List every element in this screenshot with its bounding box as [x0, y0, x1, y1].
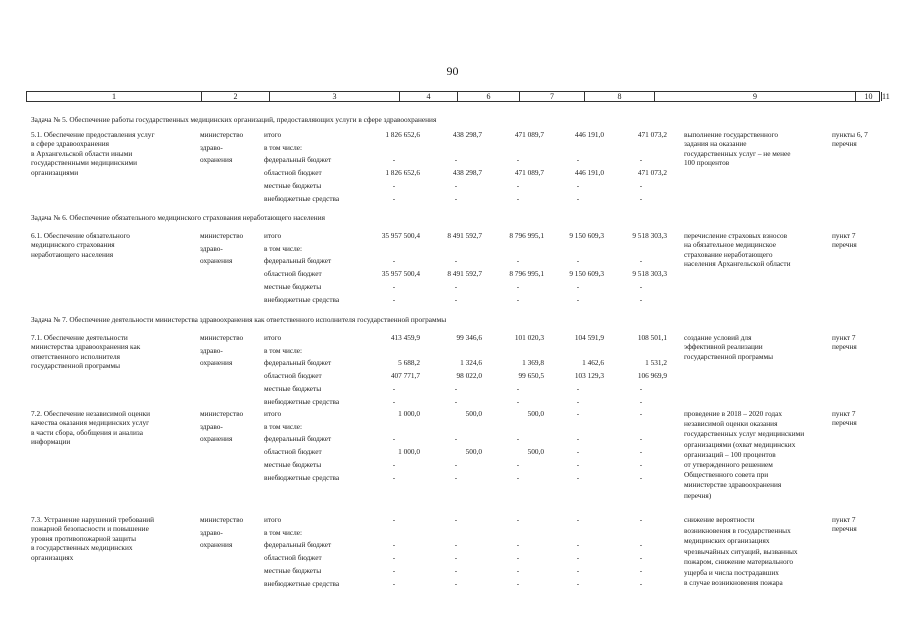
m51-measure-line: в сфере здравоохранения	[31, 139, 109, 149]
m51-value: 438 298,7	[452, 168, 482, 178]
m71-row-label: областной бюджет	[264, 371, 322, 381]
m72-result-line: Общественного совета при	[684, 470, 769, 480]
m73-measure-line: в государственных медицинских	[31, 543, 133, 553]
m61-measure-line: неработающего населения	[31, 249, 114, 259]
m71-value: -	[639, 383, 643, 393]
m51-value: -	[454, 155, 458, 165]
m72-value: -	[576, 447, 580, 457]
header-col-4: 4	[399, 92, 457, 101]
m72-result-line: организациями (охват медицинских	[684, 439, 796, 449]
m73-value: -	[516, 565, 520, 575]
m51-value: 1 826 652,6	[385, 130, 420, 139]
m51-row-label: федеральный бюджет	[264, 155, 332, 165]
m72-value: -	[454, 434, 458, 444]
m72-row-label: местные бюджеты	[264, 459, 322, 469]
m73-measure-line: уровня противопожарной защиты	[31, 533, 137, 543]
m72-value: -	[576, 459, 580, 469]
m51-result-line: выполнение государственного	[684, 130, 779, 139]
m61-value: -	[639, 294, 643, 304]
m73-value: -	[392, 565, 396, 575]
m51-value: -	[454, 193, 458, 203]
m61-value: 35 957 500,4	[381, 269, 420, 279]
m73-value: -	[576, 565, 580, 575]
m51-value: -	[516, 180, 520, 190]
m51-value: -	[392, 155, 396, 165]
m51-measure-line: организациями	[31, 167, 79, 177]
m73-result-line: медицинских организациях	[684, 536, 770, 545]
m72-value: 500,0	[465, 447, 482, 457]
m61-value: 9 150 609,3	[569, 269, 604, 279]
m71-row-label: местные бюджеты	[264, 383, 322, 393]
m71-value: 106 969,9	[637, 371, 667, 381]
m73-row-label: местные бюджеты	[264, 565, 322, 575]
m51-measure-line: государственными медицинскими	[31, 158, 138, 168]
m71-value: 99 346,6	[456, 333, 482, 342]
task6-title: Задача № 6. Обеспечение обязательного медицинского страхования неработающего населения	[31, 213, 325, 222]
m72-measure-line: 7.2. Обеспечение независимой оценки	[31, 409, 151, 418]
m61-value: -	[576, 256, 580, 266]
m71-value: -	[639, 396, 643, 406]
m72-executor-line: охранения	[200, 434, 233, 444]
m71-row-label: внебюджетные средства	[264, 396, 340, 406]
m71-link-line: пункт 7	[832, 333, 856, 342]
m72-value: -	[576, 472, 580, 482]
m72-result-line: организаций – 100 процентов	[684, 449, 776, 459]
m61-value: 9 150 609,3	[569, 231, 604, 240]
m72-result-line: от утвержденного решением	[684, 460, 773, 469]
m51-value: 471 089,7	[514, 168, 544, 178]
header-col-10: 10	[855, 92, 881, 101]
m71-value: 99 650,5	[518, 371, 544, 381]
m51-value: -	[639, 193, 643, 203]
m73-result-line: возникновения в государственных	[684, 525, 791, 535]
m51-value: -	[639, 155, 643, 165]
m71-value: -	[516, 396, 520, 406]
m72-value: -	[392, 459, 396, 469]
m73-value: -	[516, 553, 520, 563]
m72-executor-line: здраво-	[200, 421, 223, 431]
m73-row-label: областной бюджет	[264, 553, 322, 563]
m61-value: 9 518 303,3	[632, 269, 667, 279]
m51-value: -	[576, 155, 580, 165]
m61-value: 8 796 995,1	[509, 269, 544, 279]
m51-executor-line: здраво-	[200, 142, 223, 152]
m73-value: -	[576, 578, 580, 588]
m73-link-line: пункт 7	[832, 515, 856, 524]
m72-link-line: пункт 7	[832, 409, 856, 418]
m73-value: -	[392, 578, 396, 588]
m71-value: -	[516, 383, 520, 393]
m72-measure-line: качества оказания медицинских услуг	[31, 418, 150, 428]
m71-value: -	[576, 396, 580, 406]
m72-value: -	[639, 447, 643, 457]
m72-result-line: государственных услуг медицинскими	[684, 429, 805, 439]
m61-measure-line: 6.1. Обеспечение обязательного	[31, 231, 130, 240]
m72-result-line: проведение в 2018 – 2020 годах	[684, 409, 782, 418]
m71-value: 101 020,3	[514, 333, 544, 342]
m61-value: -	[516, 281, 520, 291]
header-col-1: 1	[112, 92, 116, 101]
m51-value: 446 191,0	[574, 168, 604, 178]
m51-value: -	[576, 180, 580, 190]
m73-result-line: снижение вероятности	[684, 515, 755, 524]
m71-value: 413 459,9	[390, 333, 420, 342]
m51-value: -	[576, 193, 580, 203]
m73-value: -	[639, 578, 643, 588]
m51-value: -	[392, 180, 396, 190]
m61-executor-line: здраво-	[200, 243, 223, 253]
m51-link-line: перечня	[832, 139, 857, 149]
m72-row-label: областной бюджет	[264, 447, 322, 457]
m73-value: -	[639, 515, 643, 524]
header-col-11: 11	[882, 92, 890, 101]
m61-value: -	[392, 281, 396, 291]
m71-value: -	[454, 396, 458, 406]
m61-value: 8 491 592,7	[447, 269, 482, 279]
m73-value: -	[454, 565, 458, 575]
table-header	[26, 91, 890, 102]
m73-value: -	[454, 515, 458, 524]
m73-value: -	[392, 553, 396, 563]
m51-row-label: в том числе:	[264, 142, 303, 152]
m71-executor-line: министерство	[200, 333, 244, 342]
m73-link-line: перечня	[832, 524, 857, 534]
m61-value: -	[516, 294, 520, 304]
m61-value: -	[516, 256, 520, 266]
m72-result-line: перечня)	[684, 490, 712, 500]
m71-value: -	[454, 383, 458, 393]
m72-value: -	[392, 472, 396, 482]
m72-value: 1 000,0	[398, 447, 420, 457]
m61-executor-line: охранения	[200, 256, 233, 266]
m71-value: -	[392, 396, 396, 406]
m72-value: 1 000,0	[398, 409, 420, 418]
m72-row-label: итого	[264, 409, 282, 418]
m73-value: -	[576, 553, 580, 563]
m71-value: 1 369,8	[522, 358, 544, 368]
m51-value: 446 191,0	[574, 130, 604, 139]
m71-executor-line: охранения	[200, 358, 233, 368]
m51-row-label: местные бюджеты	[264, 180, 322, 190]
m51-result-line: задания на оказание	[684, 139, 747, 149]
m71-value: -	[392, 383, 396, 393]
m73-value: -	[639, 540, 643, 550]
m61-value: 8 796 995,1	[509, 231, 544, 240]
m71-value: 1 324,6	[460, 358, 482, 368]
header-col-9: 9	[654, 92, 855, 101]
m72-value: -	[454, 472, 458, 482]
m71-value: 98 022,0	[456, 371, 482, 381]
task5-title: Задача № 5. Обеспечение работы государственных медицинских организаций, предоставляющих услуги в сфере здравоохранения	[31, 115, 437, 124]
m71-result-line: эффективной реализации	[684, 342, 763, 352]
m73-row-label: внебюджетные средства	[264, 578, 340, 588]
m71-link-line: перечня	[832, 342, 857, 352]
m61-result-line: перечисление страховых взносов	[684, 231, 788, 240]
m61-value: -	[454, 294, 458, 304]
header-col-2: 2	[201, 92, 269, 101]
m72-value: -	[576, 409, 580, 418]
m61-row-label: итого	[264, 231, 282, 240]
m51-row-label: итого	[264, 130, 282, 139]
m61-executor-line: министерство	[200, 231, 244, 240]
m71-executor-line: здраво-	[200, 345, 223, 355]
m72-value: 500,0	[465, 409, 482, 418]
m73-result-line: пожаром, снижение материального	[684, 557, 794, 566]
m72-value: 500,0	[527, 409, 544, 418]
m72-value: -	[639, 459, 643, 469]
m71-value: 108 501,1	[637, 333, 667, 342]
m61-value: 8 491 592,7	[447, 231, 482, 240]
m61-row-label: внебюджетные средства	[264, 294, 340, 304]
m51-row-label: областной бюджет	[264, 168, 322, 178]
m51-executor-line: министерство	[200, 130, 244, 139]
m73-result-line: чрезвычайных ситуаций, вызванных	[684, 546, 798, 556]
m73-value: -	[516, 515, 520, 524]
m73-value: -	[392, 515, 396, 524]
m71-result-line: государственной программы	[684, 351, 774, 361]
m61-value: -	[454, 256, 458, 266]
m72-value: -	[516, 434, 520, 444]
m73-value: -	[454, 578, 458, 588]
header-col-8: 8	[584, 92, 654, 101]
m71-value: 1 531,2	[645, 358, 667, 368]
m72-value: -	[392, 434, 396, 444]
m73-value: -	[392, 540, 396, 550]
m73-row-label: итого	[264, 515, 282, 524]
m71-value: 103 129,3	[574, 371, 604, 381]
m72-row-label: в том числе:	[264, 421, 303, 431]
m51-value: 1 826 652,6	[385, 168, 420, 178]
m73-row-label: в том числе:	[264, 527, 303, 537]
m71-measure-line: 7.1. Обеспечение деятельности	[31, 333, 128, 342]
m73-value: -	[516, 578, 520, 588]
m73-value: -	[516, 540, 520, 550]
m71-measure-line: государственной программы	[31, 361, 121, 371]
m72-executor-line: министерство	[200, 409, 244, 418]
m51-value: -	[392, 193, 396, 203]
m73-measure-line: организациях	[31, 552, 74, 562]
m51-value: -	[454, 180, 458, 190]
m73-measure-line: 7.3. Устранение нарушений требований	[31, 515, 155, 524]
m72-link-line: перечня	[832, 418, 857, 428]
m73-result-line: в случае возникновения пожара	[684, 578, 783, 587]
header-col-3: 3	[269, 92, 399, 101]
m71-value: 104 591,9	[574, 333, 604, 342]
m72-row-label: внебюджетные средства	[264, 472, 340, 482]
m71-value: -	[576, 383, 580, 393]
page-number: 90	[446, 64, 459, 78]
m51-value: -	[639, 180, 643, 190]
m72-result-line: независимой оценки оказания	[684, 419, 778, 429]
m72-value: -	[639, 434, 643, 444]
m61-row-label: в том числе:	[264, 243, 303, 253]
m61-value: 35 957 500,4	[381, 231, 420, 240]
m51-value: 471 089,7	[514, 130, 544, 139]
m72-measure-line: информации	[31, 437, 71, 447]
m51-result-line: 100 процентов	[684, 158, 730, 168]
m72-value: 500,0	[527, 447, 544, 457]
m61-result-line: населения Архангельской области	[684, 259, 791, 269]
m61-value: -	[392, 256, 396, 266]
m71-row-label: федеральный бюджет	[264, 358, 332, 368]
m73-executor-line: охранения	[200, 540, 233, 550]
m51-link-line: пункты 6, 7	[832, 130, 868, 139]
m61-value: -	[576, 294, 580, 304]
m51-value: -	[516, 193, 520, 203]
m72-value: -	[639, 472, 643, 482]
m51-row-label: внебюджетные средства	[264, 193, 340, 203]
m73-measure-line: пожарной безопасности и повышение	[31, 524, 149, 534]
m61-row-label: федеральный бюджет	[264, 256, 332, 266]
m73-value: -	[639, 565, 643, 575]
m61-row-label: областной бюджет	[264, 269, 322, 279]
m51-value: -	[516, 155, 520, 165]
m73-value: -	[576, 515, 580, 524]
m61-value: 9 518 303,3	[632, 231, 667, 240]
m72-value: -	[454, 459, 458, 469]
m51-result-line: государственных услуг – не менее	[684, 148, 791, 158]
m73-executor-line: министерство	[200, 515, 244, 524]
m51-measure-line: в Архангельской области иными	[31, 148, 133, 158]
m61-value: -	[576, 281, 580, 291]
m71-value: 1 462,6	[582, 358, 604, 368]
m51-executor-line: охранения	[200, 155, 233, 165]
m71-measure-line: министерства здравоохранения как	[31, 342, 141, 352]
m51-measure-line: 5.1. Обеспечение предоставления услуг	[31, 130, 155, 139]
m73-result-line: ущерба и числа пострадавших	[684, 567, 779, 577]
m61-link-line: перечня	[832, 240, 857, 250]
m61-value: -	[639, 256, 643, 266]
m73-value: -	[639, 553, 643, 563]
m51-value: 471 073,2	[637, 130, 667, 139]
m71-row-label: в том числе:	[264, 345, 303, 355]
m71-result-line: создание условий для	[684, 333, 752, 342]
m71-row-label: итого	[264, 333, 282, 342]
m73-value: -	[454, 553, 458, 563]
m61-row-label: местные бюджеты	[264, 281, 322, 291]
m71-measure-line: ответственного исполнителя	[31, 351, 120, 361]
m61-value: -	[639, 281, 643, 291]
m73-value: -	[576, 540, 580, 550]
m61-value: -	[392, 294, 396, 304]
m72-value: -	[516, 459, 520, 469]
header-col-6: 6	[457, 92, 519, 101]
m61-measure-line: медицинского страхования	[31, 240, 115, 250]
m73-value: -	[454, 540, 458, 550]
m61-value: -	[454, 281, 458, 291]
m73-row-label: федеральный бюджет	[264, 540, 332, 550]
m73-executor-line: здраво-	[200, 527, 223, 537]
header-col-7: 7	[519, 92, 584, 101]
task7-title: Задача № 7. Обеспечение деятельности министерства здравоохранения как ответственного исполнителя государственной программы	[31, 315, 447, 324]
m72-result-line: министерстве здравоохранения	[684, 480, 782, 490]
m72-measure-line: в части сбора, обобщения и анализа	[31, 427, 143, 437]
m72-value: -	[576, 434, 580, 444]
m51-value: 471 073,2	[637, 168, 667, 178]
m61-link-line: пункт 7	[832, 231, 856, 240]
m72-value: -	[639, 409, 643, 418]
m71-value: 5 688,2	[398, 358, 420, 368]
m61-result-line: на обязательное медицинское	[684, 240, 777, 250]
m61-result-line: страхование неработающего	[684, 249, 773, 259]
m51-value: 438 298,7	[452, 130, 482, 139]
m72-row-label: федеральный бюджет	[264, 434, 332, 444]
m72-value: -	[516, 472, 520, 482]
m71-value: 407 771,7	[390, 371, 420, 381]
